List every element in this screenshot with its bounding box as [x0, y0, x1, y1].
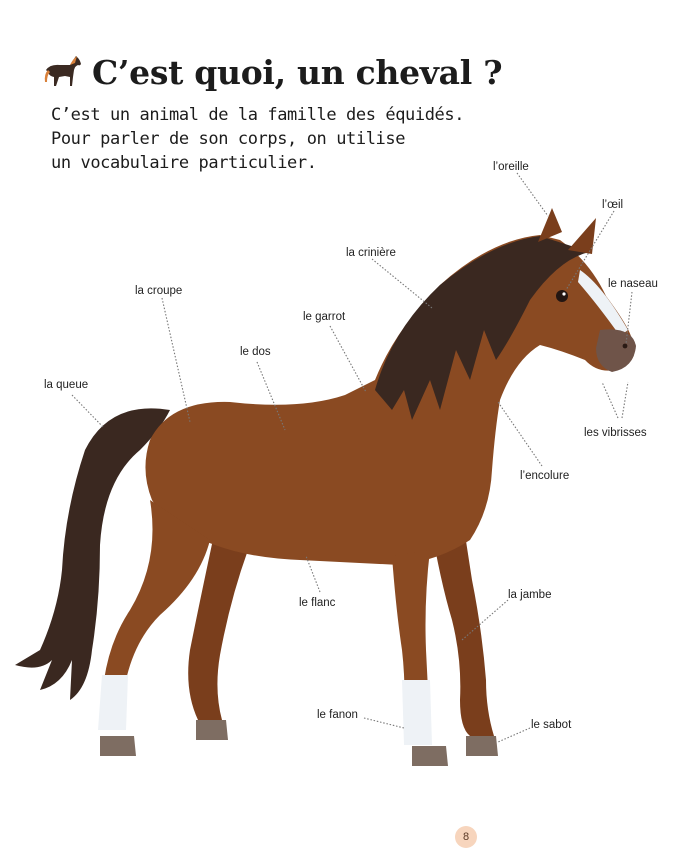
leader-queue: [72, 395, 104, 428]
leader-croupe: [162, 298, 190, 422]
label-oeil: l’œil: [602, 199, 624, 211]
label-dos: le dos: [240, 346, 271, 358]
label-garrot: le garrot: [303, 311, 346, 323]
intro-line-2: Pour parler de son corps, on utilise: [51, 129, 406, 149]
label-sabot: le sabot: [531, 719, 572, 731]
leader-garrot: [330, 326, 366, 392]
label-queue: la queue: [44, 379, 89, 391]
intro-line-3: un vocabulaire particulier.: [51, 153, 317, 173]
leader-fanon: [364, 718, 404, 728]
leader-oreille: [517, 173, 548, 216]
leader-vibrisses-b: [622, 382, 628, 418]
horse-illustration: [15, 208, 636, 766]
leader-encolure: [498, 402, 542, 466]
label-encolure: l’encolure: [520, 470, 570, 482]
label-flanc: le flanc: [299, 597, 336, 609]
label-criniere: la crinière: [346, 247, 396, 259]
leader-vibrisses-a: [602, 382, 618, 418]
leader-criniere: [372, 259, 432, 308]
label-vibrisses: les vibrisses: [584, 427, 647, 439]
label-oreille: l’oreille: [493, 161, 529, 173]
intro-line-1: C’est un animal de la famille des équidés.: [51, 105, 465, 125]
leader-sabot: [498, 728, 530, 742]
leader-flanc: [306, 556, 320, 592]
page-title: C’est quoi, un cheval ?: [92, 52, 503, 92]
label-naseau: le naseau: [608, 278, 658, 290]
page-number: 8: [455, 826, 477, 848]
label-fanon: le fanon: [317, 709, 358, 721]
label-croupe: la croupe: [135, 285, 183, 297]
label-jambe: la jambe: [508, 589, 552, 601]
